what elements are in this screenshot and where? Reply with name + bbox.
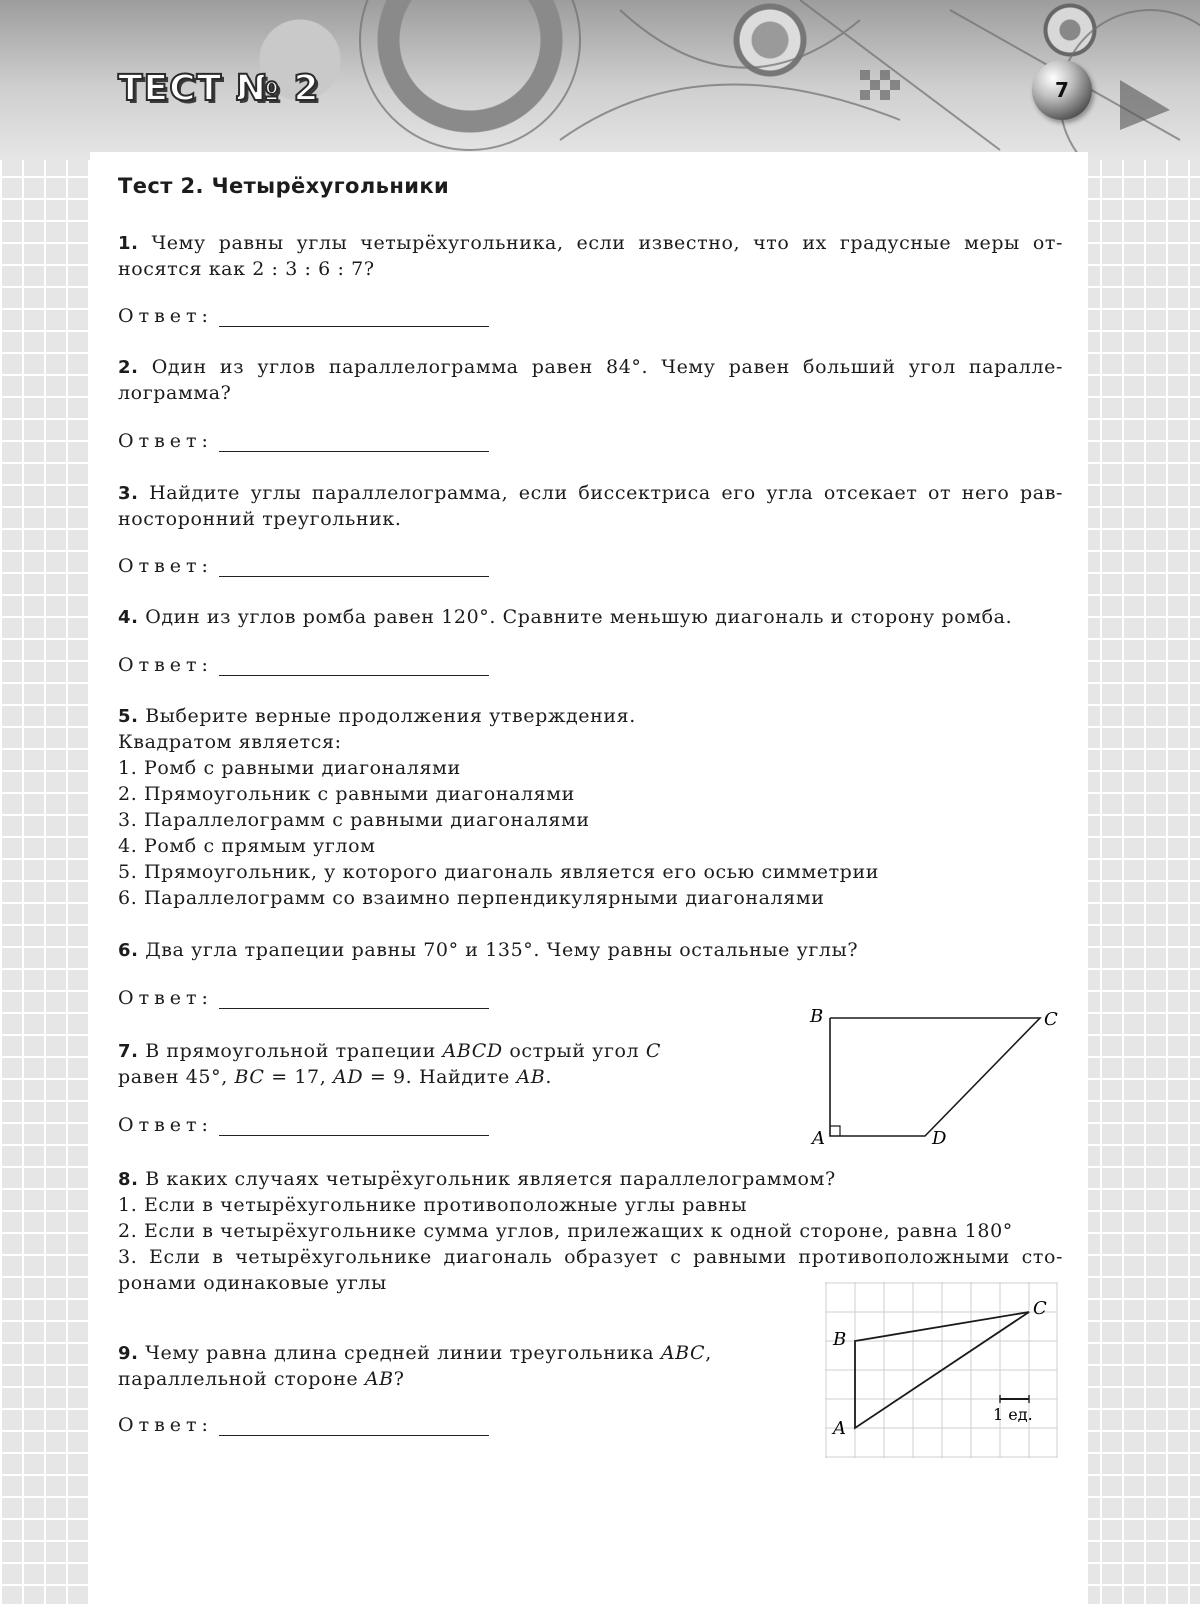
vertex-label-a: A — [833, 1418, 846, 1439]
vertex-label-d: D — [932, 1128, 947, 1149]
question-3-line-2: носторонний треугольник. — [118, 508, 402, 530]
question-text: ? — [393, 1368, 405, 1390]
question-1-line-1 — [118, 230, 1063, 257]
answer-blank[interactable] — [219, 1117, 489, 1136]
question-7-line-2 — [118, 1064, 552, 1090]
question-text: В прямоугольной трапеции — [145, 1040, 443, 1062]
question-text: = 17, — [264, 1066, 334, 1088]
question-8-line-1 — [118, 1166, 836, 1193]
question-number: 6. — [118, 940, 139, 961]
question-text: Выберите верные продолжения утверждения. — [145, 705, 636, 727]
question-1-line-2: носятся как 2 : 3 : 6 : 7? — [118, 258, 375, 280]
answer-label: Ответ: — [118, 654, 213, 676]
answer-blank[interactable] — [219, 657, 489, 676]
vertex-label-b: B — [810, 1006, 824, 1027]
question-number: 2. — [118, 357, 139, 378]
question-number: 3. — [118, 483, 139, 504]
question-3-line-1 — [118, 480, 1063, 507]
question-4-line-1 — [118, 604, 1012, 631]
question-text: , — [705, 1342, 712, 1364]
trapezoid-outline — [830, 1018, 1040, 1136]
section-title: Тест 2. Четырёхугольники — [118, 174, 450, 198]
question-8-option-3-cont: ронами одинаковые углы — [118, 1272, 387, 1294]
math-term: AB — [516, 1066, 546, 1088]
answer-blank[interactable] — [219, 308, 489, 327]
vertex-label-c: C — [1044, 1009, 1058, 1030]
question-text: Чему равна длина средней линии треугольника — [145, 1342, 661, 1364]
question-number: 7. — [118, 1041, 139, 1062]
answer-label: Ответ: — [118, 1114, 213, 1136]
math-term: C — [645, 1040, 661, 1062]
answer-blank[interactable] — [219, 990, 489, 1009]
answer-field-7[interactable] — [118, 1114, 489, 1136]
question-text: острый угол — [502, 1040, 646, 1062]
answer-label: Ответ: — [118, 1414, 213, 1436]
question-text: Два угла трапеции равны 70° и 135°. Чему равны остальные углы? — [145, 939, 859, 961]
question-number: 8. — [118, 1169, 139, 1190]
answer-field-2[interactable] — [118, 430, 489, 452]
math-term: AB — [364, 1368, 394, 1390]
answer-label: Ответ: — [118, 555, 213, 577]
answer-label: Ответ: — [118, 430, 213, 452]
question-text: = 9. Найдите — [363, 1066, 517, 1088]
question-5-option-3: 3. Параллелограмм с равными диагоналями — [118, 809, 590, 831]
trapezoid-figure — [800, 1004, 1070, 1154]
question-number: 9. — [118, 1343, 139, 1364]
question-text: Один из углов параллелограмма равен 84°. Чему равен больший угол паралле- — [151, 356, 1064, 378]
question-text: параллельной стороне — [118, 1368, 365, 1390]
page-number-badge: 7 — [1032, 60, 1092, 120]
question-5-option-4: 4. Ромб с прямым углом — [118, 835, 376, 857]
answer-label: Ответ: — [118, 987, 213, 1009]
right-angle-mark — [830, 1126, 840, 1136]
question-9-line-2 — [118, 1366, 405, 1392]
question-5-line-2: Квадратом является: — [118, 731, 342, 753]
question-text: Чему равны углы четырёхугольника, если известно, что их градусные меры от- — [151, 232, 1063, 254]
math-term: ABCD — [442, 1040, 503, 1062]
answer-blank[interactable] — [219, 558, 489, 577]
triangle-grid-figure — [825, 1282, 1061, 1460]
question-text: Найдите углы параллелограмма, если биссектриса его угла отсекает от него рав- — [149, 482, 1064, 504]
worksheet — [90, 152, 1088, 1604]
question-number: 1. — [118, 233, 139, 254]
question-9-line-1 — [118, 1340, 712, 1367]
vertex-label-a: A — [812, 1128, 825, 1149]
question-7-line-1 — [118, 1038, 661, 1065]
test-title: ТЕСТ № 2 — [118, 68, 320, 109]
question-6-line-1 — [118, 937, 858, 964]
answer-blank[interactable] — [219, 433, 489, 452]
vertex-label-b: B — [833, 1329, 847, 1350]
question-8-option-2: 2. Если в четырёхугольнике сумма углов, прилежащих к одной стороне, равна 180° — [118, 1220, 1013, 1242]
question-number: 4. — [118, 607, 139, 628]
question-5-option-2: 2. Прямоугольник с равными диагоналями — [118, 783, 575, 805]
answer-field-9[interactable] — [118, 1414, 489, 1436]
math-term: AD — [333, 1066, 364, 1088]
question-8-option-1: 1. Если в четырёхугольнике противоположные углы равны — [118, 1194, 748, 1216]
vertex-label-c: C — [1033, 1298, 1047, 1319]
question-5-line-1 — [118, 703, 636, 730]
question-number: 5. — [118, 706, 139, 727]
question-8-option-3: 3. Если в четырёхугольнике диагональ образует с равными противоположными сто- — [118, 1246, 1063, 1268]
answer-field-1[interactable] — [118, 305, 489, 327]
answer-field-4[interactable] — [118, 654, 489, 676]
question-2-line-1 — [118, 354, 1063, 381]
question-text: . — [545, 1066, 553, 1088]
question-5-option-1: 1. Ромб с равными диагоналями — [118, 757, 461, 779]
answer-label: Ответ: — [118, 305, 213, 327]
math-term: BC — [234, 1066, 265, 1088]
page-header — [0, 0, 1200, 160]
question-5-option-5: 5. Прямоугольник, у которого диагональ является его осью симметрии — [118, 861, 879, 883]
question-2-line-2: лограмма? — [118, 382, 232, 404]
question-text: В каких случаях четырёхугольник является параллелограммом? — [145, 1168, 836, 1190]
answer-field-3[interactable] — [118, 555, 489, 577]
question-text: Один из углов ромба равен 120°. Сравните меньшую диагональ и сторону ромба. — [145, 606, 1013, 628]
answer-field-6[interactable] — [118, 987, 489, 1009]
unit-label: 1 ед. — [993, 1405, 1033, 1424]
answer-blank[interactable] — [219, 1417, 489, 1436]
question-text: равен 45°, — [118, 1066, 235, 1088]
question-5-option-6: 6. Параллелограмм со взаимно перпендикулярными диагоналями — [118, 887, 825, 909]
math-term: ABC — [660, 1342, 706, 1364]
